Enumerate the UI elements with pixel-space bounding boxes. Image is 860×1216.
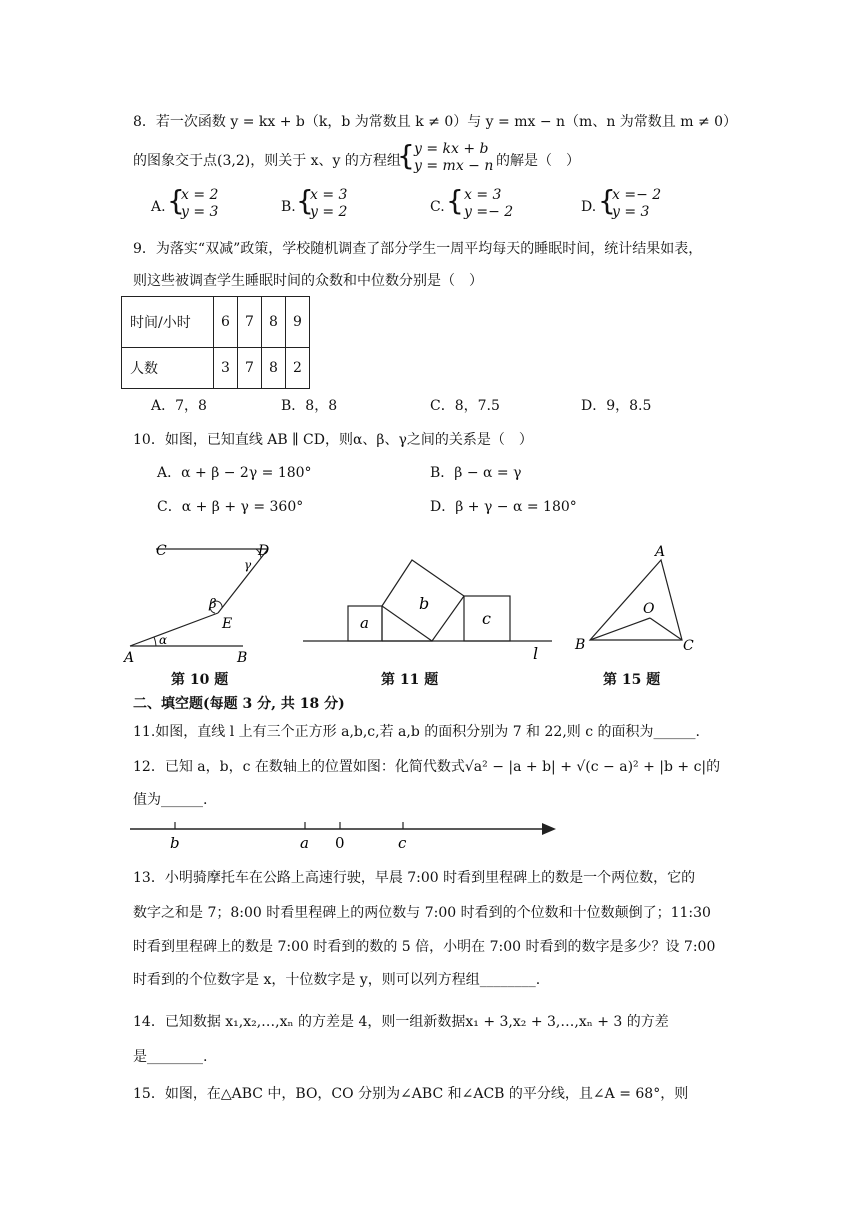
q8-line2-suffix: 的解是（ ） bbox=[496, 153, 580, 169]
q8-option-d-eq2: y = 3 bbox=[612, 204, 650, 220]
q8-option-c-eq1: x = 3 bbox=[464, 187, 502, 203]
q8-option-b-eq2: y = 2 bbox=[310, 204, 348, 220]
q8-option-b-brace: { bbox=[296, 184, 314, 217]
q8-option-c-eq2: y =− 2 bbox=[464, 204, 514, 220]
figure-10 bbox=[118, 537, 278, 667]
table-header-cell: 人数 bbox=[122, 348, 214, 389]
fig15-label-b: B bbox=[575, 637, 586, 653]
fig15-label-c: C bbox=[683, 638, 694, 654]
fig11-label-a: a bbox=[360, 614, 369, 632]
q8-option-d-eq1: x =− 2 bbox=[612, 187, 662, 203]
q9-option-a: A．7，8 bbox=[151, 398, 207, 414]
fig15-label-a: A bbox=[655, 544, 666, 560]
q8-system-brace: { bbox=[397, 139, 415, 172]
fig15-caption: 第 15 题 bbox=[603, 672, 661, 688]
q8-system-eq1: y = kx + b bbox=[414, 141, 489, 157]
table-row bbox=[122, 297, 310, 348]
q13-line3: 时看到里程碑上的数是 7:00 时看到的数的 5 倍，小明在 7:00 时看到的数字是多少？设 7:00 bbox=[133, 939, 716, 955]
q14-line1: 14．已知数据 x₁,x₂,…,xₙ 的方差是 4，则一组新数据x₁ + 3,x₂ + 3,…,xₙ + 3 的方差 bbox=[133, 1014, 669, 1030]
q8-system bbox=[414, 141, 493, 175]
q8-option-c bbox=[464, 187, 513, 221]
fig10-label-beta: β bbox=[209, 597, 217, 612]
table-header-cell: 时间/小时 bbox=[122, 297, 214, 348]
q13-line2: 数字之和是 7；8:00 时看里程碑上的两位数与 7:00 时看到的个位数和十位数颠倒了；11:30 bbox=[133, 905, 711, 921]
q15-text: 15．如图，在△ABC 中，BO，CO 分别为∠ABC 和∠ACB 的平分线，且∠A = 68°，则 bbox=[133, 1086, 689, 1102]
fig10-label-e: E bbox=[222, 616, 233, 632]
number-line-label-zero: 0 bbox=[335, 834, 345, 852]
table-cell: 8 bbox=[262, 348, 286, 389]
fig10-label-gamma: γ bbox=[244, 558, 252, 572]
fig11-label-l: l bbox=[533, 644, 539, 663]
table-cell: 7 bbox=[238, 297, 262, 348]
q9-line1: 9．为落实“双减”政策，学校随机调查了部分学生一周平均每天的睡眠时间，统计结果如表， bbox=[133, 241, 703, 257]
section-2-title: 二、填空题(每题 3 分, 共 18 分) bbox=[133, 696, 345, 712]
q8-option-d-brace: { bbox=[598, 184, 616, 217]
fig11-caption: 第 11 题 bbox=[381, 672, 439, 688]
fig15-label-o: O bbox=[643, 601, 655, 617]
q9-option-b: B．8，8 bbox=[281, 398, 338, 414]
q14-line2: 是________. bbox=[133, 1049, 208, 1065]
table-cell: 7 bbox=[238, 348, 262, 389]
q8-option-c-brace: { bbox=[446, 184, 464, 217]
q8-option-a-brace: { bbox=[167, 184, 185, 217]
q8-line1: 8．若一次函数 y = kx + b（k，b 为常数且 k ≠ 0）与 y = mx − n（m、n 为常数且 m ≠ 0） bbox=[133, 114, 738, 130]
figure-11 bbox=[300, 555, 560, 665]
q9-option-d: D．9，8.5 bbox=[581, 398, 652, 414]
q8-option-b bbox=[310, 187, 347, 221]
table-cell: 3 bbox=[214, 348, 238, 389]
fig11-label-b: b bbox=[419, 594, 430, 613]
table-cell: 9 bbox=[286, 297, 310, 348]
figure-15 bbox=[570, 540, 700, 660]
q11-text: 11.如图，直线 l 上有三个正方形 a,b,c,若 a,b 的面积分别为 7 和 22,则 c 的面积为______. bbox=[133, 724, 700, 740]
q9-line2: 则这些被调查学生睡眠时间的众数和中位数分别是（ ） bbox=[133, 273, 483, 289]
q10-option-c: C．α + β + γ = 360° bbox=[157, 499, 304, 515]
q8-option-a-eq1: x = 2 bbox=[181, 187, 219, 203]
number-line bbox=[128, 816, 568, 852]
fig11-label-c: c bbox=[482, 609, 491, 628]
q8-option-d-label: D. bbox=[581, 199, 597, 215]
table-cell: 6 bbox=[214, 297, 238, 348]
q10-option-d: D．β + γ − α = 180° bbox=[430, 499, 577, 515]
q10-option-b: B．β − α = γ bbox=[430, 465, 522, 481]
number-line-label-a: a bbox=[300, 834, 309, 852]
q8-option-a-label: A. bbox=[151, 199, 166, 215]
q8-option-c-label: C. bbox=[430, 199, 445, 215]
q8-line2-prefix: 的图象交于点(3,2)，则关于 x、y 的方程组 bbox=[133, 153, 401, 169]
table-row bbox=[122, 348, 310, 389]
table-cell: 2 bbox=[286, 348, 310, 389]
q8-option-b-eq1: x = 3 bbox=[310, 187, 348, 203]
q9-option-c: C．8，7.5 bbox=[430, 398, 500, 414]
q8-line2 bbox=[133, 151, 401, 171]
q12-line1: 12．已知 a，b，c 在数轴上的位置如图：化简代数式√a² − |a + b| + √(c − a)² + |b + c|的 bbox=[133, 759, 721, 775]
fig10-label-b: B bbox=[237, 650, 248, 666]
fig10-label-a: A bbox=[124, 650, 135, 666]
q12-line2: 值为______. bbox=[133, 792, 208, 808]
q13-line1: 13．小明骑摩托车在公路上高速行驶，早晨 7:00 时看到里程碑上的数是一个两位数，它的 bbox=[133, 870, 696, 886]
fig10-caption: 第 10 题 bbox=[171, 672, 229, 688]
q10-option-a: A．α + β − 2γ = 180° bbox=[157, 465, 312, 481]
fig10-label-c: C bbox=[156, 543, 167, 559]
fig10-label-alpha: α bbox=[159, 633, 168, 647]
number-line-label-c: c bbox=[398, 834, 407, 852]
q8-option-a-eq2: y = 3 bbox=[181, 204, 219, 220]
table-cell: 8 bbox=[262, 297, 286, 348]
q10-line1: 10．如图，已知直线 AB ∥ CD，则α、β、γ之间的关系是（ ） bbox=[133, 432, 533, 448]
q8-option-a bbox=[181, 187, 218, 221]
q8-option-b-label: B. bbox=[281, 199, 296, 215]
q8-system-eq2: y = mx − n bbox=[414, 158, 494, 174]
number-line-label-b: b bbox=[170, 834, 180, 852]
q8-option-d bbox=[612, 187, 661, 221]
q13-line4: 时看到的个位数字是 x，十位数字是 y，则可以列方程组________. bbox=[133, 972, 541, 988]
fig10-label-d: D bbox=[258, 543, 270, 559]
sleep-time-table bbox=[121, 296, 310, 389]
